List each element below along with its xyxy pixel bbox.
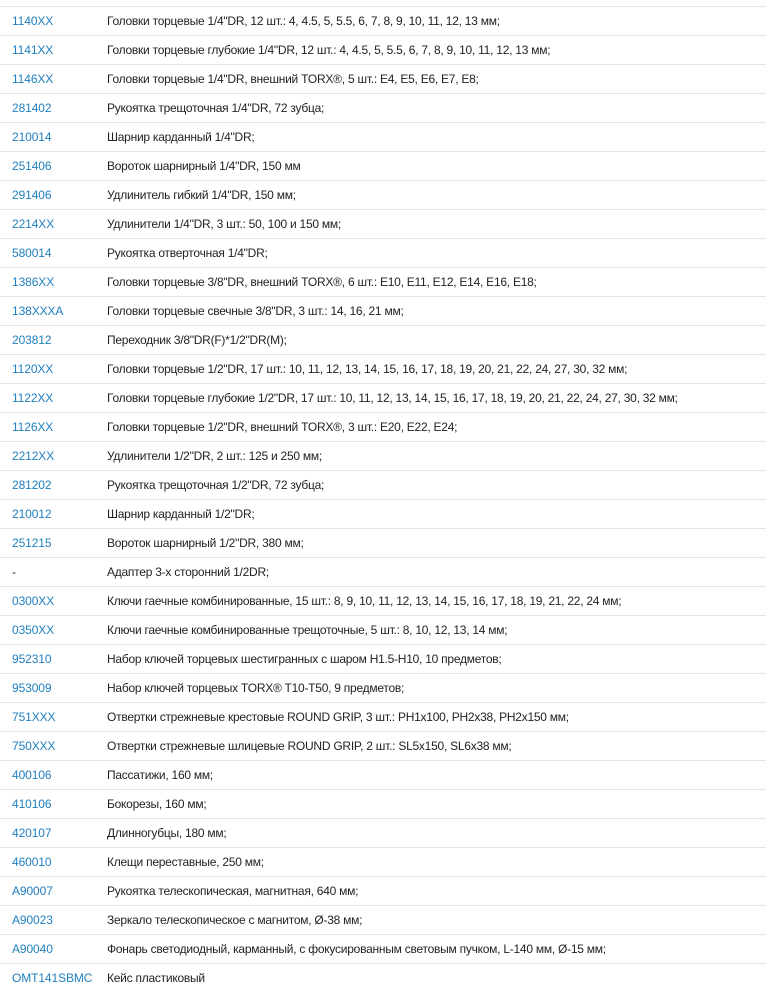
part-code-link[interactable]: 1126XX xyxy=(12,420,54,434)
table-row xyxy=(0,906,766,935)
part-description: Ключи гаечные комбинированные трещоточные, 5 шт.: 8, 10, 12, 13, 14 мм; xyxy=(107,623,508,637)
part-code-link[interactable]: 1140XX xyxy=(12,14,54,28)
part-description: Переходник 3/8"DR(F)*1/2"DR(M); xyxy=(107,333,287,347)
table-row xyxy=(0,123,766,152)
part-code-link[interactable]: A90007 xyxy=(12,884,53,898)
table-row xyxy=(0,36,766,65)
table-row xyxy=(0,877,766,906)
part-description: Отвертки стрежневые крестовые ROUND GRIP, 3 шт.: PH1x100, PH2x38, PH2x150 мм; xyxy=(107,710,569,724)
part-code-link[interactable]: 291406 xyxy=(12,188,52,202)
part-code-link[interactable]: 1146XX xyxy=(12,72,54,86)
part-code-link[interactable]: 420107 xyxy=(12,826,52,840)
table-row xyxy=(0,703,766,732)
part-description: Шарнир карданный 1/4"DR; xyxy=(107,130,255,144)
table-row xyxy=(0,558,766,587)
table-row xyxy=(0,239,766,268)
part-code-link[interactable]: 210014 xyxy=(12,130,52,144)
part-description: Головки торцевые 1/4"DR, 12 шт.: 4, 4.5, 5, 5.5, 6, 7, 8, 9, 10, 11, 12, 13 мм; xyxy=(107,14,500,28)
part-description: Зеркало телескопическое с магнитом, Ø-38 мм; xyxy=(107,913,363,927)
part-code-link[interactable]: 2212XX xyxy=(12,449,55,463)
part-code-link[interactable]: 400106 xyxy=(12,768,52,782)
part-description: Головки торцевые 1/2"DR, внешний TORX®, 3 шт.: E20, E22, E24; xyxy=(107,420,458,434)
part-description: Головки торцевые 1/4"DR, внешний TORX®, 5 шт.: E4, E5, E6, E7, E8; xyxy=(107,72,479,86)
table-row xyxy=(0,384,766,413)
part-code-link[interactable]: 410106 xyxy=(12,797,52,811)
table-row xyxy=(0,210,766,239)
table-row xyxy=(0,964,766,992)
part-description: Рукоятка трещоточная 1/4"DR, 72 зубца; xyxy=(107,101,325,115)
part-description: Отвертки стрежневые шлицевые ROUND GRIP, 2 шт.: SL5x150, SL6x38 мм; xyxy=(107,739,512,753)
part-code-link[interactable]: 2214XX xyxy=(12,217,55,231)
table-row xyxy=(0,152,766,181)
part-description: Набор ключей торцевых TORX® T10-T50, 9 предметов; xyxy=(107,681,405,695)
table-row xyxy=(0,529,766,558)
part-code-link[interactable]: 460010 xyxy=(12,855,52,869)
part-code-link[interactable]: 0300XX xyxy=(12,594,55,608)
part-description: Головки торцевые глубокие 1/2"DR, 17 шт.: 10, 11, 12, 13, 14, 15, 16, 17, 18, 19, 20, 21, 22, 24, 27, 30, 32 мм; xyxy=(107,391,678,405)
part-code: - xyxy=(12,565,16,579)
part-description: Вороток шарнирный 1/2"DR, 380 мм; xyxy=(107,536,304,550)
table-row xyxy=(0,7,766,36)
part-code-link[interactable]: 750XXX xyxy=(12,739,56,753)
table-row xyxy=(0,761,766,790)
part-code-link[interactable]: 0350XX xyxy=(12,623,55,637)
part-code-link[interactable]: 251406 xyxy=(12,159,52,173)
part-description: Удлинители 1/4"DR, 3 шт.: 50, 100 и 150 мм; xyxy=(107,217,341,231)
part-description: Рукоятка отверточная 1/4"DR; xyxy=(107,246,268,260)
part-description: Фонарь светодиодный, карманный, с фокусированным световым пучком, L-140 мм, Ø-15 мм; xyxy=(107,942,606,956)
part-code-link[interactable]: 751XXX xyxy=(12,710,56,724)
table-row xyxy=(0,500,766,529)
parts-table xyxy=(0,6,766,992)
table-row xyxy=(0,790,766,819)
table-row xyxy=(0,674,766,703)
table-row xyxy=(0,297,766,326)
part-description: Рукоятка телескопическая, магнитная, 640 мм; xyxy=(107,884,359,898)
part-code-link[interactable]: A90040 xyxy=(12,942,53,956)
part-description: Ключи гаечные комбинированные, 15 шт.: 8, 9, 10, 11, 12, 13, 14, 15, 16, 17, 18, 19, 21, 22, 24 мм; xyxy=(107,594,622,608)
part-code-link[interactable]: 210012 xyxy=(12,507,52,521)
part-code-link[interactable]: 203812 xyxy=(12,333,52,347)
part-description: Рукоятка трещоточная 1/2"DR, 72 зубца; xyxy=(107,478,325,492)
table-row xyxy=(0,732,766,761)
part-description: Кейс пластиковый xyxy=(107,971,205,985)
table-row xyxy=(0,442,766,471)
part-code-link[interactable]: 251215 xyxy=(12,536,52,550)
part-code-link[interactable]: 281402 xyxy=(12,101,52,115)
table-row xyxy=(0,94,766,123)
table-row xyxy=(0,65,766,94)
part-description: Пассатижи, 160 мм; xyxy=(107,768,213,782)
part-description: Удлинители 1/2"DR, 2 шт.: 125 и 250 мм; xyxy=(107,449,322,463)
part-description: Шарнир карданный 1/2"DR; xyxy=(107,507,255,521)
table-row xyxy=(0,819,766,848)
table-row xyxy=(0,616,766,645)
part-description: Длинногубцы, 180 мм; xyxy=(107,826,227,840)
part-description: Головки торцевые свечные 3/8"DR, 3 шт.: 14, 16, 21 мм; xyxy=(107,304,404,318)
part-description: Адаптер 3-х сторонний 1/2DR; xyxy=(107,565,269,579)
part-code-link[interactable]: A90023 xyxy=(12,913,53,927)
table-row xyxy=(0,268,766,297)
part-code-link[interactable]: 953009 xyxy=(12,681,52,695)
part-description: Головки торцевые 1/2"DR, 17 шт.: 10, 11, 12, 13, 14, 15, 16, 17, 18, 19, 20, 21, 22, 24, 27, 30, 32 мм; xyxy=(107,362,628,376)
part-code-link[interactable]: 1386XX xyxy=(12,275,55,289)
part-description: Набор ключей торцевых шестигранных с шаром H1.5-H10, 10 предметов; xyxy=(107,652,502,666)
part-code-link[interactable]: 1141XX xyxy=(12,43,54,57)
table-row xyxy=(0,935,766,964)
part-description: Головки торцевые глубокие 1/4"DR, 12 шт.: 4, 4.5, 5, 5.5, 6, 7, 8, 9, 10, 11, 12, 13 мм; xyxy=(107,43,551,57)
part-description: Бокорезы, 160 мм; xyxy=(107,797,207,811)
part-code-link[interactable]: 952310 xyxy=(12,652,52,666)
table-row xyxy=(0,326,766,355)
part-code-link[interactable]: 138XXXA xyxy=(12,304,64,318)
part-code-link[interactable]: 580014 xyxy=(12,246,52,260)
part-description: Головки торцевые 3/8"DR, внешний TORX®, 6 шт.: E10, E11, E12, E14, E16, E18; xyxy=(107,275,537,289)
part-code-link[interactable]: 1120XX xyxy=(12,362,54,376)
table-row xyxy=(0,181,766,210)
part-description: Удлинитель гибкий 1/4"DR, 150 мм; xyxy=(107,188,296,202)
table-row xyxy=(0,471,766,500)
part-description: Вороток шарнирный 1/4"DR, 150 мм xyxy=(107,159,301,173)
table-row xyxy=(0,645,766,674)
part-code-link[interactable]: OMT141SBMC xyxy=(12,971,93,985)
part-code-link[interactable]: 1122XX xyxy=(12,391,54,405)
part-code-link[interactable]: 281202 xyxy=(12,478,52,492)
table-row xyxy=(0,413,766,442)
table-row xyxy=(0,355,766,384)
part-description: Клещи переставные, 250 мм; xyxy=(107,855,264,869)
table-row xyxy=(0,587,766,616)
table-row xyxy=(0,848,766,877)
